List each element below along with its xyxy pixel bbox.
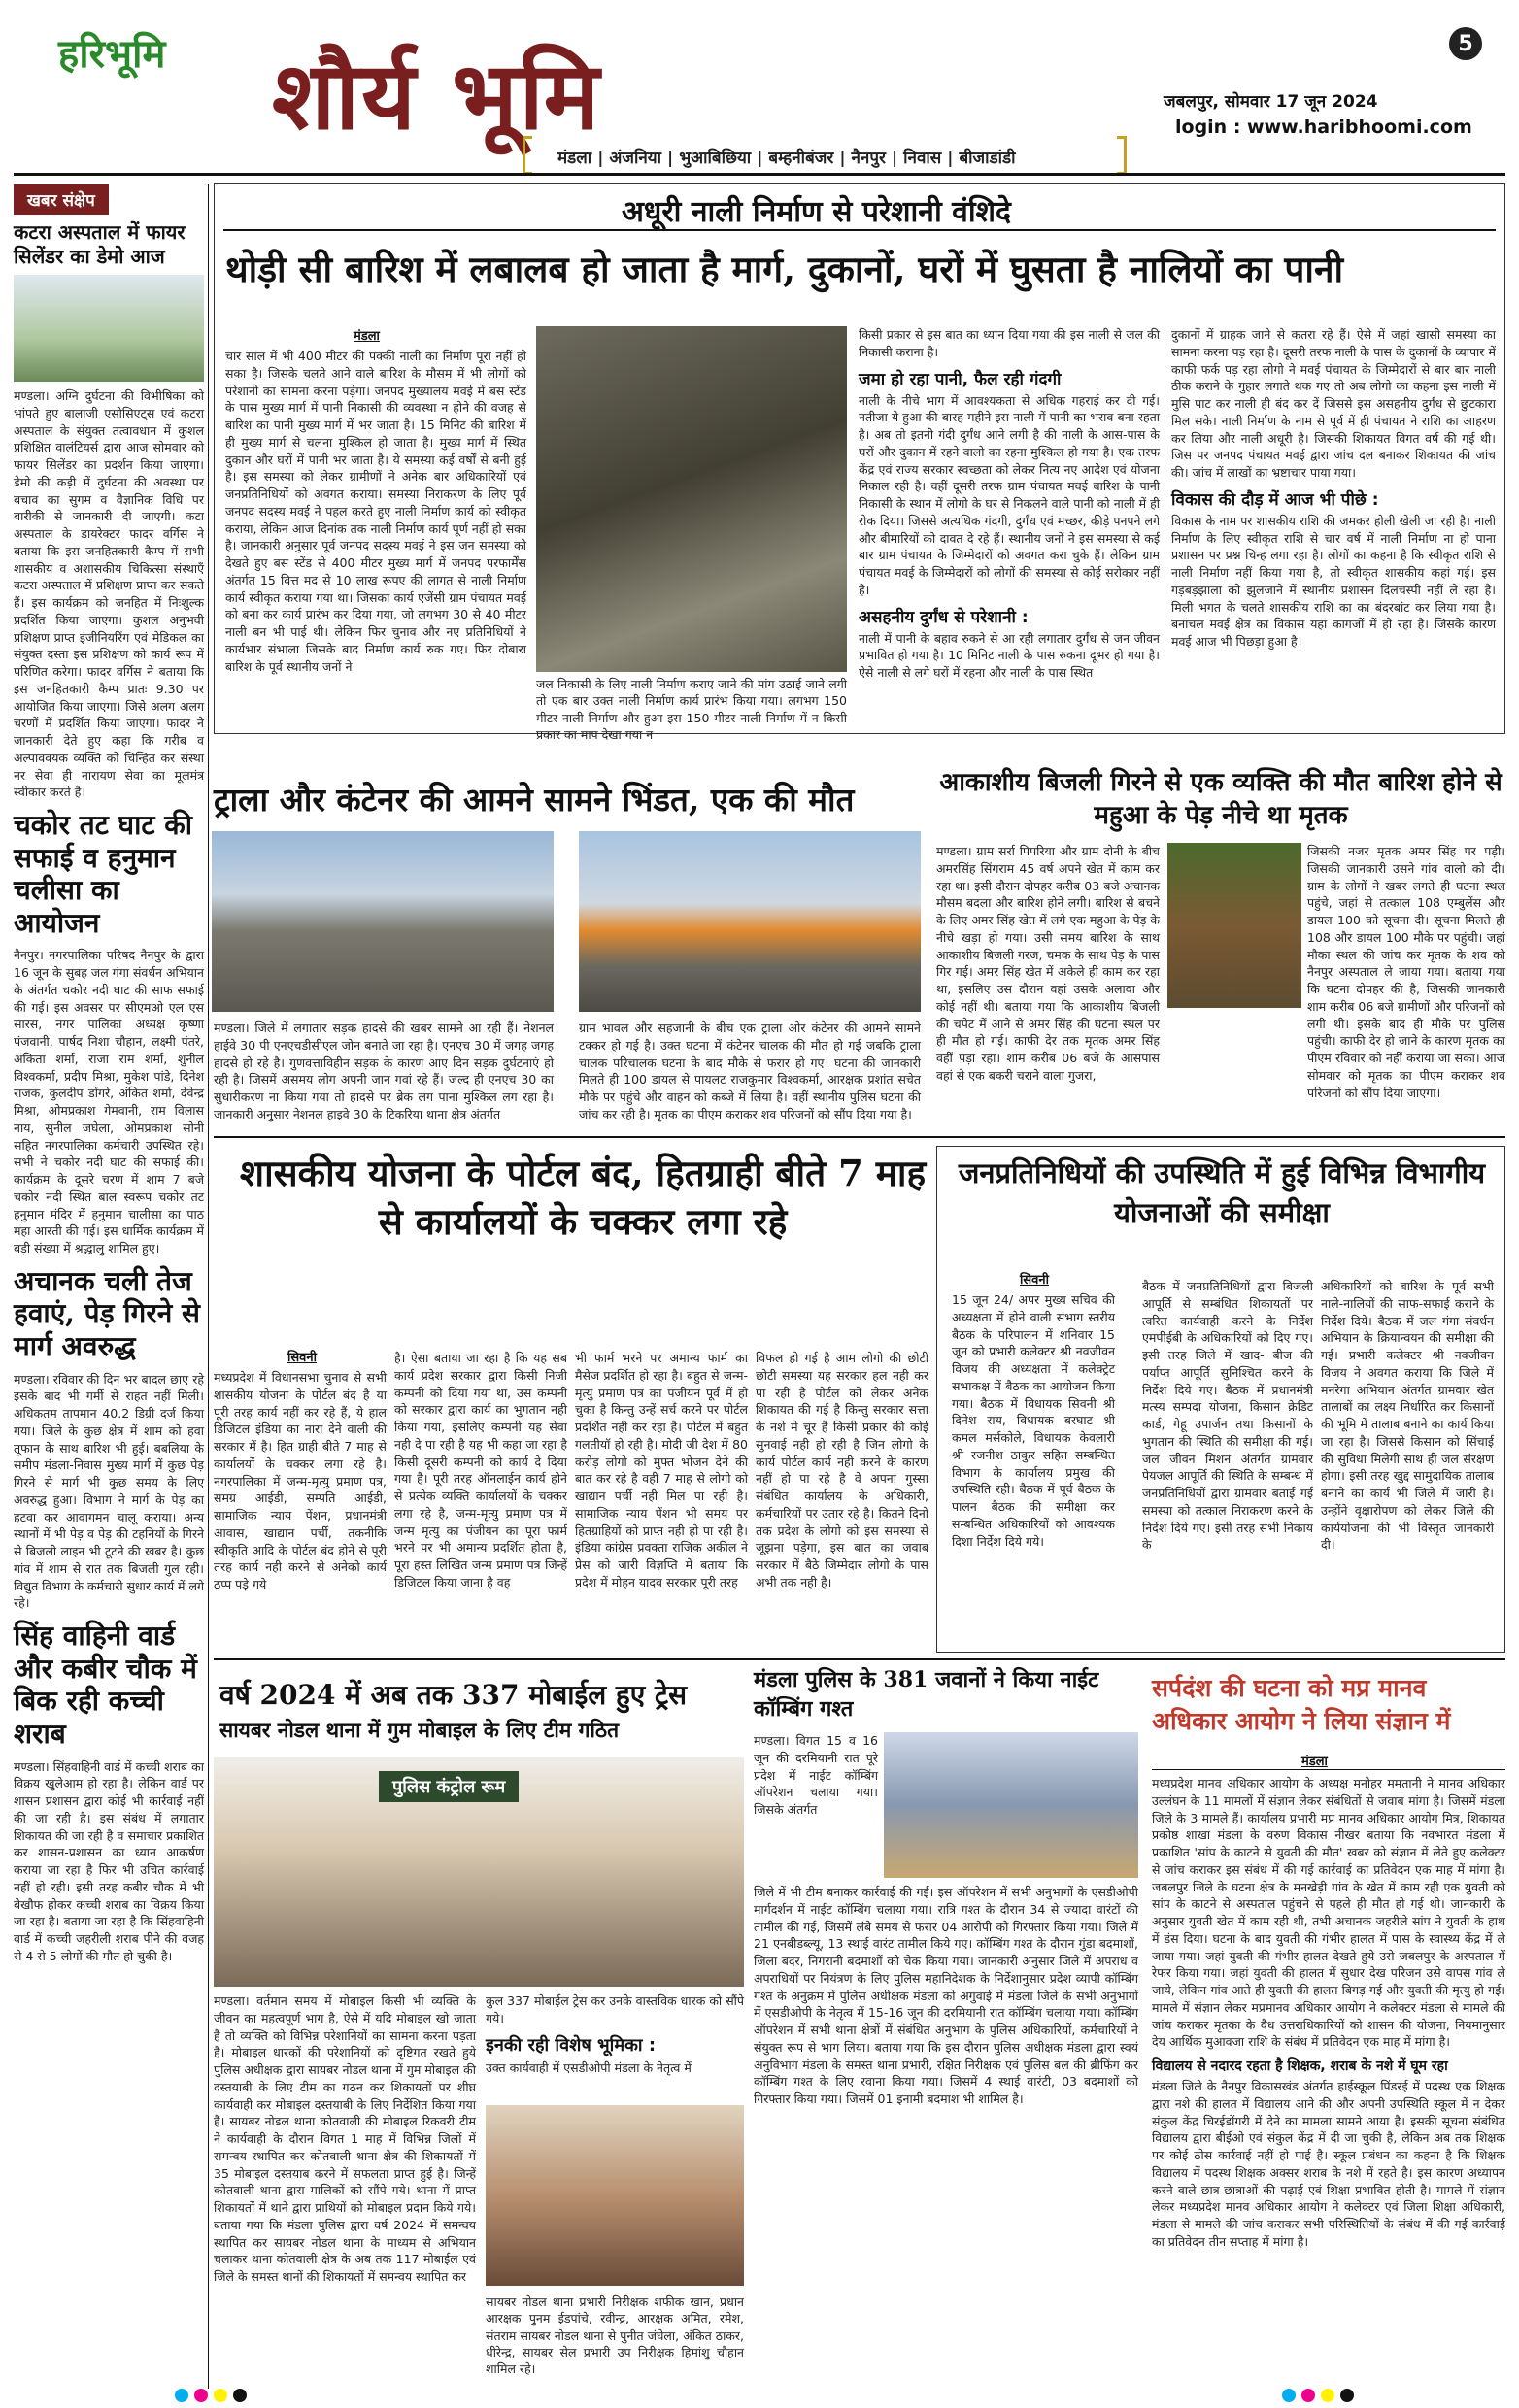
mobile-headline-2: सायबर नोडल थाना में गुम मोबाइल के लिए टीम गठित xyxy=(219,1718,620,1742)
dateline-place: मंडला xyxy=(1301,1755,1328,1769)
mobile-subhead: इनकी रही विशेष भूमिका : xyxy=(486,2034,657,2056)
top-story-col: चार साल में भी 400 मीटर की पक्की नाली का निर्माण पूरा नहीं हो सका है। जिसके चलते आने वाले बारिश के मौसम में भी लोगों को परेशानी का सामना करना पड़ेगा। जनपद मुख्यालय मवई में बस स्टेंड के पास मुख्य मार्ग में पानी निकासी की व्यवस्था न होने की वजह से बारिश का पानी मुख्य मार्ग में भर जाता है। 15 मिनिट की बारिश में ही मुख्य मार्ग से चलना मुश्किल हो जाता है। मुख्य मार्ग में स्थित दुकान और घरों में पानी भर जाता है। ये समस्या कई वर्षों से बनी हुई है। इस समस्या को लेकर ग्रामीणों ने अनेक बार अधिकारियों एवं जनप्रतिनिधियों को अवगत कराया। समस्या निराकरण के लिए पूर्व जनपद सदस्य मवई ने पहल करते हुए नाली निर्माण कार्य को स्वीकृत कराया, लेकिन आज दिनांक तक नाली निर्माण कार्य पूर्ण नहीं हो सका है। जानकारी अनुसार पूर्व जनपद सदस्य मवई ने इस जन समस्या को देखते हुए बस स्टेंड से 400 मीटर मुख्य मार्ग में जनपद परफार्मेंस अंतर्गत 15 वित्त मद से 10 लाख रूपए की लागत से नाली निर्माण कार्य स्वीकृत कराया गया था। जिसका कार्य एजेंसी ग्राम पंचायत मवई को बना कर कार्य प्रारंभ कर दिया गया, जो लगभग 30 से 40 मीटर नाली बन भी पाई थी। लेकिन फिर चुनाव और नए प्रतिनिधियों ने कार्यभार संभाला जिसके बाद निर्माण कार्य रुक गए। फिर दोबारा बारिश के पूर्व स्थानीय जनों ने xyxy=(225,349,526,674)
print-mark-icon xyxy=(175,2389,188,2402)
brief-headline: चकोर तट घाट की सफाई व हनुमान चलीसा का आयोजन xyxy=(14,809,192,939)
mobile-text: कुल 337 मोबाईल ट्रेस कर उनके वास्तविक धारक को सौंपे गये। xyxy=(486,1993,744,2025)
print-mark-icon xyxy=(194,2389,208,2402)
drain-photo-caption: जल निकासी के लिए नाली निर्माण कराए जाने की मांग उठाई जाने लगी तो एक बार उक्त नाली निर्माण कार्य प्रारंभ किया गया। लगभग 150 मीटर नाली निर्माण और हुआ इस 150 मीटर नाली निर्माण में न किसी प्रकार का माप देखा गया न xyxy=(536,677,847,742)
news-brief-column xyxy=(14,184,204,2389)
dateline-place: मंडला xyxy=(354,329,380,344)
hospital-photo xyxy=(14,275,204,382)
truck-headline: ट्राला और कंटेनर की आमने सामने भिंडत, एक की मौत xyxy=(214,781,855,819)
portal-col: भी फार्म भरने पर अमान्य फार्म का मैसेज प्रदर्शित हो रहा है। बहुत से जन्म-मृत्यु प्रमाण पत्र का पंजीयन पूर्व में हो चुका है किन्तु उन्हें सर्च करने पर पोर्टल प्रदर्शित नही कर रहा है। पोर्टल में बहुत गलतीयॉ हो रही है। मोदी जी देश में 80 करोड़ लोगो को मुफ्त भोजन देने की बात कर रहे है वही 7 माह से लोगो को खाद्यान पर्ची नही मिल पा रही है। सामाजिक न्याय पेंशन भी समय पर हितग्राहियों को प्राप्त नही हो पा रही है। इंडिया कांग्रेस प्रवक्ता राजिक अकील ने प्रेस को जारी विज्ञप्ति में बताया कि प्रदेश में मोहन यादव सरकार पूरी तरह xyxy=(575,1351,748,1589)
print-mark-icon xyxy=(214,2389,227,2402)
police-col: जिले में भी टीम बनाकर कार्रवाई की गई। इस ऑपरेशन में सभी अनुभागों के एसडीओपी मार्गदर्शन में नाईट कॉम्बिंग चलाया गया। रात्रि गश्त के दौरान 34 से ज्यादा वारंटों की तामील की गई, जिसमें लंबे समय से फरार 04 आरोपी को गिरफ्तार किया गया। जिले में 21 एनबीडब्ल्यू, 13 स्थाई वारंट तामील किये गए। कॉम्बिंग गश्त के दौरान गुंडा बदमाशों, जिला बदर, निगरानी बदमाशों को चेक किया गया। जानकारी अनुसार जिले में अपराध व अपराधियों पर नियंत्रण के लिए पुलिस महानिदेशक के निर्देशानुसार प्रदेश व्यापी कॉम्बिंग गश्त के अनुक्रम में पुलिस अधीक्षक मंडला को अगुवाई में मंडला जिले के सभी अनुभागों में एसडीओपी के नेतृत्व में 15-16 जून की दरमियानी रात कॉम्बिंग चलाया गया। कॉम्बिंग ऑपरेशन में सभी थाना क्षेत्रों में संबंधित अनुभाग के पुलिस अधिकारियों, कर्मचारियों ने संयुक्त रूप से भाग लिया। बताया गया कि इस दौरान पुलिस अधीक्षक मंडला द्वारा स्वयं अनुविभाग मंडला के समस्त थाना प्रभारी, रक्षित निरीक्षक एवं पुलिस बल की ब्रीफिंग कर कॉम्बिंग गश्त के लिए रवाना किया गया। जिसमें 4 स्थाई वारंटी, 03 बदमाशों को गिरफ्तार किया गया। जिसमें 01 इनामी बदमाश भी शामिल है। xyxy=(754,1885,1138,2106)
section-title: शौर्य भूमि xyxy=(272,41,602,150)
section-rule xyxy=(214,1658,1505,1660)
lightning-headline: आकाशीय बिजली गिरने से एक व्यक्ति की मौत बारिश होने से महुआ के पेड़ नीचे था मृतक xyxy=(939,768,1502,830)
brief-headline: कटरा अस्पताल में फायर सिलेंडर का डेमो आज xyxy=(14,220,186,268)
district-item[interactable]: अंजनिया xyxy=(609,149,662,168)
dateline: जबलपुर, सोमवार 17 जून 2024 xyxy=(1164,92,1378,112)
crash-photo-1 xyxy=(212,831,554,1012)
brief-body: नैनपुर। नगरपालिका परिषद नैनपुर के द्वारा 16 जून के सुबह जल गंगा संवर्धन अभियान के अंतर्गत चकोर नदी घाट की साफ सफाई की गई। इस अवसर पर सीएमओ एल एस सारस, नगर पालिका अध्यक्ष कृष्णा पंजवानी, पार्षद निशा चौहान, लक्ष्मी पंतरे, अंकिता शर्मा, राजा राम शर्मा, शुनील विश्वकर्मा, प्रदीप मिश्रा, मुकेश पांडे, दिनेश राजक, कुलदीप डोंगरे, अंकित शर्मा, देवेन्द्र मिश्रा, ओमप्रकाश गेमवानी, राम विलास नाय, सुनील जघेला, ओमप्रकाश सोनी सहित नगरपालिका कर्मचारी उपस्थित रहे। सभी ने चकोर नदी घाट की सफाई की। कार्यक्रम के दूसरे चरण में शाम 7 बजे चकोर नदी स्थित बाल स्वरूप चकोर तट हनुमान मंदिर में हनुमान चालीसा का पाठ महा आरती की गई। इस धार्मिक कार्यक्रम में बड़ी संख्या में श्रद्धालु शामिल हुए। xyxy=(14,948,204,1256)
rights-col xyxy=(1152,1775,1505,2383)
portal-col: है। ऐसा बताया जा रहा है कि यह सब कार्य प्रदेश सरकार द्वारा किसी निजी कम्पनी को दिया गया था, उस कम्पनी को सरकार द्वारा कार्य का भुगतान नही किया गया, इसलिए कम्पनी यह सेवा नही दे पा रही है यह भी कहा जा रहा है किसी दूसरी कम्पनी को कार्य दे दिया गया है। पूरी तरह ऑनलाईन कार्य होने से प्रत्येक व्यक्ति कार्यालयों के चक्कर लगा रहे है, जन्म-मृत्यु प्रमाण पत्र में जन्म मृत्यु का पंजीयन का पूरा फार्म भरने पर भी अमान्य प्रदर्शित होता है, पूरा हस्त लिखित जन्म प्रमाण पत्र जिन्हें डिजिटल किया जाना है वह xyxy=(394,1351,567,1589)
top-story-text: नाली के नीचे भाग में आवश्यकता से अधिक गहराई कर दी गई। नतीजा ये हुआ की बारह महीने इस नाली में पानी का भराव बना रहता है। अब तो इतनी गंदी दुर्गंध आने लगी है की नाली के आस-पास के घरों और दुकान में रहने वालो का रहना मुश्किल हो गया है। एक तरफ केंद्र एवं राज्य सरकार स्वच्छता को लेकर नित्य नए आदेश एवं योजना निकाल रही है। वहीं दूसरी तरफ ग्राम पंचायत मवई बारिश के पानी निकासी के स्थान में लोगो के घर से निकलने वाले पानी को नाली में ही रोक दिया। जिससे अत्यधिक गंदगी, दुर्गंध एवं मच्छर, कीड़े पनपने लगे और बीमारियों को दावत दे रहे हैं। स्थानीय जनों ने इस समस्या से कई बार ग्राम पंचायत के जिम्मेदारों को अवगत करा चुके हैं। लेकिन ग्राम पंचायत मवई के जिम्मेदारों को लोगों की समस्या से कोई सरोकार नहीं है। xyxy=(859,392,1160,597)
rights-text: मध्यप्रदेश मानव अधिकार आयोग के अध्यक्ष मनोहर ममतानी ने मानव अधिकार उल्लंघन के 11 मामलों में संज्ञान लेकर संबंधितों से जवाब मांगा है। जिसमें मंडला जिले के 3 मामले हैं। कार्यालय प्रभारी मप्र मानव अधिकार आयोग मित्र, शिकायत प्रकोष्ठ शाखा मंडला के वरुण विकास नीखर बताया कि नवभारत मंडला में प्रकाशित 'सांप के काटने से युवती की मौत' खबर को संज्ञान में लेते हुए कलेक्टर से जांच कराकर इस संबंध में की गई कार्रवाई का प्रतिवेदन एक माह में मांगा है। जबलपुर जिले के घटना क्षेत्र के मनखेड़ी गांव के खेत में काम रही एक युवती को सांप के काटने से अस्पताल पहुंचने से पहले ही मौत हो गई थी। जानकारी के अनुसार युवती खेत में काम रही थी, तभी अचानक जहरीले सांप ने युवती के हाथ में डंस दिया। घटना के बाद युवती की गंभीर हालत में पास के स्वास्थ्य केंद्र में ले जाया गया। जहां युवती की गंभीर हालत देखते हुये उसे जबलपुर के अस्पताल में रेफर किया गया। जहां युवती की हालत में सुधार देख परिजन उसे वापस गांव ले जाये, लेकिन गांव आते ही युवती की हालत बिगड़ गई और युवती की मृत्यु हो गई। मामले में संज्ञान लेकर मप्रमानव अधिकार आयोग ने कलेक्टर मंडला से मामले की जांच कराकर मृतका के वैध उत्तराधिकारियों को शासन की योजना, नियमानुसार देय आर्थिक मुआवजा राशि के संबंध में प्रतिवेदन एक माह में मांगा है। xyxy=(1152,1776,1505,2050)
portal-col: विफल हो गई है आम लोगो की छोटी छोटी समस्या यह सरकार हल नही कर पा रही है पोर्टल को लेकर अनेक शिकायत की गई है किन्तु सरकार सत्ता के नशे मे चूर है किसी प्रकार की कोई सुनवाई नही हो रही है जिन लोगो के कार्य पोर्टल कार्य नही करने के कारण नहीं हो पा रहे है वे अपना गुस्सा संबंधित कार्यालय के अधिकारी, कर्मचारियों पर उतार रहे है। कितने दिनो तक प्रदेश के लोगो को इस समस्या से जूझना पड़ेगा, इस बात का जवाब सरकार में बैठे जिम्मेदार लोगो के पास अभी तक नही है। xyxy=(756,1351,928,1589)
review-col: अधिकारियों को बारिश के पूर्व सभी नाले-नालियों की साफ-सफाई कराने के निर्देश दिये। बैठक में जल गंगा संवर्धन अभियान के क्रियान्वयन की समीक्षा की गई। प्रभारी कलेक्टर श्री नवजीवन विजय ने अवगत कराया कि जिले में मनरेगा अभियान अंतर्गत ग्रामवार खेत तालाबों का लक्ष्य निर्धारित कर किसानों की भूमि में तालाब बनाने का कार्य किया जा रहा है। जिससे किसान को सिंचाई की सुविधा मिलेगी साथ ही जल संरक्षण होगा। इसी तरह खुद्द सामुदायिक तालाब बनाने का कार्य भी जिले में जारी है। उन्होंने वृक्षारोपण को लेकर जिले की कार्ययोजना की भी विस्तृत जानकारी दी। xyxy=(1321,1279,1494,1553)
dateline-place: सिवनी xyxy=(1020,1273,1049,1288)
dateline-place: सिवनी xyxy=(287,1351,317,1365)
lightning-photo xyxy=(1167,843,1301,1008)
brand-logo: हरिभूमि xyxy=(58,31,166,77)
mobile-team-photo xyxy=(214,1757,744,1987)
review-col: 15 जून 24/ अपर मुख्य सचिव की अध्यक्षता में होने वाली संभाग स्तरीय बैठक के परिपालन में शनिवार 15 जून को प्रभारी कलेक्टर श्री नवजीवन विजय की अध्यक्षता में कलेक्ट्रेट सभाकक्ष में बैठक का आयोजन किया गया। बैठक में विधायक सिवनी श्री दिनेश राय, विधायक बरघाट श्री कमल मर्सकोले, विधायक केवलारी श्री रजनीश ठाकुर सहित सम्बन्धित विभाग के कार्यालय प्रमुख की उपस्थिति रही। बैठक में पूर्व बैठक के पालन बैठक की समीक्षा कर सम्बन्धित अधिकारियों को आवश्यक दिशा निर्देश दिये गये। xyxy=(952,1292,1115,1549)
police-col: मण्डला। विगत 15 व 16 जून की दरमियानी रात पूरे प्रदेश में नाईट कॉम्बिंग ऑपरेशन चलाया गया। जिसके अंतर्गत xyxy=(754,1733,878,1817)
rights-rule xyxy=(1152,1769,1505,1770)
rights-headline: सर्पदंश की घटना को मप्र मानव अधिकार आयोग ने लिया संज्ञान में xyxy=(1152,1674,1451,1735)
crash-photo-2 xyxy=(579,831,921,1012)
masthead-rule xyxy=(14,173,1505,176)
lightning-col: जिसकी नजर मृतक अमर सिंह पर पड़ी। जिसकी जानकारी उसने गांव वालो को दी। ग्राम के लोगों ने खबर लगते ही घटना स्थल पहुंचे, जहां से तत्काल 108 एम्बुलेंस और डायल 100 को सूचना दी। सूचना मिलते ही 108 और डायल 100 मौके पर पहुंची। जहां मौका स्थल की जांच कर मृतक के शव को नैनपुर अस्पताल ले जाया गया। बताया गया कि घटना दोपहर की है, जिसकी जानकारी शाम करीब 06 बजे ग्रामीणों और परिजनों को लगी थी। इसके बाद ही मौके पर पुलिस पहुंची। काफी देर हो जाने के कारण मृतक का पीएम रविवार को नहीं कराया जा सका। आज सोमवार को मृतक का पीएम कराकर शव परिजनों को सौंप दिया जाएगा। xyxy=(1307,844,1505,1100)
district-item[interactable]: बीजाडांडी xyxy=(959,149,1016,168)
portal-col: मध्यप्रदेश में विधानसभा चुनाव से सभी शासकीय योजना के पोर्टल बंद है या पूरी तरह कार्य नहीं कर रहे हैं, ये हाल डिजिटल इंडिया का नारा देने वाली की सरकार में है। हित ग्राही बीते 7 माह से कार्यालयों के चक्कर लगा रहे है। नगरपालिका में जन्म-मृत्यु प्रमाण पत्र, समग्र आईडी, सम्पति आईडी, सामाजिक न्याय पेंशन, प्रधानमंत्री आवास, खाद्यान पर्ची, तकनीकि स्वीकृति आदि के पोर्टल बंद होने से पूरी तरह कार्य नही करने से अनेको कार्य ठप्प पड़े गये xyxy=(214,1370,387,1591)
brief-headline: सिंह वाहिनी वार्ड और कबीर चौक में बिक रही कच्ची शराब xyxy=(14,1620,197,1750)
truck-col: ग्राम भावल और सहजानी के बीच एक ट्राला ओर कंटेनर की आमने सामने टक्कर हो गई है। उक्त घटना में कंटेनर चालक की मौत हो गई जबकि ट्राला चालक परिचालक घटना के बाद मौके से फरार हो गए। घटना की जानकारी मिलते ही 100 डायल से पायलट राजकुमार विश्वकर्मा, आरक्षक प्रशांत सचेत मौके पर पहुंचे और वाहन को कब्जे में लिया है। वहीं स्थानीय पुलिस घटना की जांच कर रही है। मृतक का पीएम कराकर शव परिजनों को सौंप दिया गया है। xyxy=(579,1020,921,1121)
mobile-headline-1: वर्ष 2024 में अब तक 337 मोबाईल हुए ट्रेस xyxy=(219,1679,688,1711)
district-item[interactable]: बम्हनीबंजर xyxy=(768,149,834,168)
rights-text: मंडला जिले के नैनपुर विकासखंड अंतर्गत हाईस्कूल पिंडरई में पदस्थ एक शिक्षक द्वारा नशे की हालत में विद्यालय आने की और अपनी उपस्थिति स्कूल में न देकर संकुल केंद्र चिरईडोंगरी में देने का मामला सामने आया है। इसकी सूचना संबंधित विद्यालय द्वारा बीईओ एवं संकुल केंद्र में दी जा चुकी है, लेकिन अब तक शिक्षक पर कोई ठोस कार्रवाई नहीं हो पाई है। स्कूल प्रबंधन का कहना है कि शिक्षक विद्यालय में पदस्थ शिक्षक अक्सर शराब के नशे में रहते है। इस कारण अध्यापन करने वाले छात्र-छात्राओं की पढ़ाई एवं शिक्षा प्रभावित होती है। मामले में संज्ञान लेकर मध्यप्रदेश मानव अधिकार आयोग ने कलेक्टर एवं जिला शिक्षा अधिकारी, मंडला से मामले की जांच कराकर सभी परिस्थितियों के संबंध में की गई कार्रवाई का प्रतिवेदन तीन सप्ताह में मांगा है। xyxy=(1152,2079,1505,2249)
section-rule xyxy=(214,1136,1505,1138)
strip-bracket-right xyxy=(1117,136,1127,175)
mobile-photo-caption: सायबर नोडल थाना प्रभारी निरीक्षक शफीक खान, प्रधान आरक्षक पुनम ईडपांचे, रवीन्द्र, आरक्षक अमित, रमेश, संतराम सायबर नोडल थाना से पुनीत जंघेला, अंकित ठाकर, धीरेन्द्र, सायबर सेल प्रभारी उप निरीक्षक हिमांशु चौहान शामिल रहे। xyxy=(486,2294,744,2376)
strip-bracket-left xyxy=(523,136,532,175)
top-story-text: किसी प्रकार से इस बात का ध्यान दिया गया की इस नाली से जल की निकासी कराना है। xyxy=(859,327,1160,359)
top-story-subhead: जमा हो रहा पानी, फैल रही गंदगी xyxy=(859,369,1062,389)
portal-headline: शासकीय योजना के पोर्टल बंद, हितग्राही बीते 7 माह से कार्यालयों के चक्कर लगा रहे xyxy=(239,1152,927,1243)
brief-body: मण्डला। रविवार की दिन भर बादल छाए रहे इसके बाद भी गर्मी से राहत नहीं मिली। अधिकतम तापमान 40.2 डिग्री दर्ज किया गया। जिले के कुछ क्षेत्र में शाम को हवा तूफान के साथ बारिश भी हुई। बबलिया के समीप मंडला-निवास मुख्य मार्ग में कुछ पेड़ गिरने से मार्ग भी कुछ समय के लिए अवरुद्ध हुआ। विभाग ने मार्ग के पेड़ का हटवा कर आवागमन चालू कराया। अन्य स्थानों में भी पेड़ व पेड़ की टहनियों के गिरने से बिजली लाइन भी टूटने की खबर है। कुछ गांव में शाम से रात तक बिजली गुल रही। विद्युत विभाग के कर्मचारी सुधार कार्य में लगे रहे। xyxy=(14,1371,205,1611)
mobile-col-2 xyxy=(486,1992,744,2076)
column-divider xyxy=(208,184,209,2389)
review-headline: जनप्रतिनिधियों की उपस्थिति में हुई विभिन्न विभागीय योजनाओं की समीक्षा xyxy=(958,1156,1486,1229)
district-strip: मंडला | अंजनिया | भुआबिछिया | बम्हनीबंजर | नैनपुर | निवास | बीजाडांडी xyxy=(557,149,1016,168)
drain-photo xyxy=(536,326,847,672)
top-story-kicker: अधूरी नाली निर्माण से परेशानी वंशिदे xyxy=(622,195,1011,229)
top-story-text: विकास के नाम पर शासकीय राशि की जमकर होली खेली जा रही है। नाली निर्माण के लिए स्वीकृत राशि से चार वर्ष में नाली निर्माण ना हो पाना प्रशासन पर प्रश्न चिन्ह लगा रहा है। लोगों का कहना है कि स्वीकृत राशि से नाली निर्माण नहीं किया गया है, तो स्वीकृत शासकीय कहां गई। इस गड़बड़झाला को झुलजाने में स्थानीय प्रशासन दिलचस्पी नहीं ले रहा है। मिली भगत के चलते शासकीय राशि का का बंदरबांट कर लिया गया है। बनांचल मवई क्षेत्र का विकास यहां कागजों में हो रहा है। जिसके कारण मवई आज भी पिछड़ा हुआ है। xyxy=(1171,513,1496,649)
top-story-subhead: विकास की दौड़ में आज भी पीछे : xyxy=(1171,489,1379,510)
review-col: बैठक में जनप्रतिनिधियों द्वारा बिजली आपूर्ति से सम्बंधित शिकायतों पर त्वरित कार्यवाही करने के निर्देश एमपीईबी के अधिकारियों को दिए गए। इसी तरह जिले में खाद- बीज की पर्याप्त आपूर्ति सुनिश्चित करने के निर्देश दिये गए। बैठक में प्रधानमंत्री मत्स्य सम्पदा योजना, किसान क्रेडिट कार्ड, गेहू उपार्जन तथा किसानों के भुगतान की स्थिति की समीक्षा की गई। जल जीवन मिशन अंतर्गत ग्रामवार पेयजल आपूर्ति की स्थिति के सम्बन्ध में जनप्रतिनिधियों द्वारा ग्रामवार बताई गई समस्या को तत्काल निराकरण करने के निर्देश दिये गए। इसी तरह सभी निकाय के xyxy=(1142,1279,1313,1553)
print-mark-icon xyxy=(1301,2389,1315,2402)
login-link[interactable]: login : www.haribhoomi.com xyxy=(1175,117,1472,138)
top-story-text: दुकानों में ग्राहक जाने से कतरा रहे हैं। ऐसे में जहां खासी समस्या का सामना करना पड़ रहा है। दूसरी तरफ नाली के पास के दुकानों के व्यापार में काफी फर्क पड़ रहा लोगो ने मवई पंचायत के जिम्मेदारों से बार बार नाली ठीक कराने के गुहार लगाते थक गए तो अब लोगो का कहना इस नाली में मुसि पाट कर नाली ही बंद कर दें जिससे इस असहनीय दुर्गंध से छुटकारा मिल सके। नाली निर्माण के नाम से पूर्व में ही पंचायत ने राशि का आहरण कर लिया और नाली अधूरी है। जिसकी शिकायत विगत वर्ष की गई थी। जिस पर जनपद पंचायत मवई द्वारा जांच दल बनाकर शिकायत की जांच की। जांच में लाखों का भ्रष्टाचार पाया गया। xyxy=(1171,327,1496,480)
mobile-handover-photo xyxy=(486,2105,744,2286)
top-story-text: नाली में पानी के बहाव रुकने से आ रही लगातार दुर्गंध से जन जीवन प्रभावित हो गया है। 10 मिनिट नाली के पास रुकना दूभर हो गया है। ऐसे नाली से लगे घरों में रहना और नाली के पास स्थित xyxy=(859,630,1160,680)
top-story-headline: थोड़ी सी बारिश में लबालब हो जाता है मार्ग, दुकानों, घरों में घुसता है नालियों का पानी xyxy=(225,248,1344,290)
district-item[interactable]: नैनपुर xyxy=(851,149,886,168)
brief-headline: अचानक चली तेज हवाएं, पेड़ गिरने से मार्ग अवरुद्ध xyxy=(14,1264,200,1363)
police-headline: मंडला पुलिस के 381 जवानों ने किया नाईट कॉम्बिंग गश्त xyxy=(754,1667,1099,1722)
kicker-rule xyxy=(223,229,1496,231)
top-story-col-3 xyxy=(859,326,1160,728)
print-mark-icon xyxy=(1282,2389,1296,2402)
lightning-col: मण्डला। ग्राम सर्रा पिपरिया और ग्राम दोनी के बीच अमरसिंह सिंगराम 45 वर्ष अपने खेत में काम कर रहा था। इसी दौरान दोपहर करीब 03 बजे अचानक मौसम बदला और बारिश होने लगी। बारिश से बचने के लिए अमर सिंह खेत में लगे एक महुआ के पेड़ के नीचे खड़ा हो गया। उसी समय बारिश के साथ आकाशीय बिजली गरज, चमक के साथ पेड़ के पास गिर गई। अमर सिंह खेत में अकेले ही काम कर रहा था, इसलिए उस दौरान वहां उसके अलावा और कोई नहीं थी। बताया गया कि आकाशीय बिजली की चपेट में आने से अमर सिंह की घटना स्थल पर ही मौत हो गई। काफी देर तक मृतक अमर सिंह वहीं पड़ा रहा। शाम करीब 06 बजे के आसपास वहां से एक बकरी चराने वाला गुजरा, xyxy=(936,844,1160,1083)
top-story-col-4 xyxy=(1171,326,1496,728)
brief-body: मण्डला। सिंहवाहिनी वार्ड में कच्ची शराब का विक्रय खुलेआम हो रहा है। लेकिन वार्ड पर शासन प्रशासन द्वारा कोई भी कार्रवाई नहीं की जा रही है। इस संबंध में लगातार शिकायत की जा रही है व समाचार प्रकाशित कर शासन-प्रशासन का ध्यान आकर्षण कराया जा रहा है फिर भी उचित कार्रवाई नहीं हो रही। इसी तरह कबीर चौक में भी बेखौफ होकर कच्ची शराब का विक्रय किया जा रहा है। बताया जा रहा है कि सिंहवाहिनी वार्ड में कच्ची जहरीली शराब पीने की वजह से 4 से 5 लोगों की मौत हो चुकी है। xyxy=(14,1758,204,1963)
print-mark-icon xyxy=(1321,2389,1334,2402)
police-photo xyxy=(884,1732,1138,1878)
print-mark-icon xyxy=(1340,2389,1354,2402)
truck-col: मण्डला। जिले में लगातार सड़क हादसे की खबर सामने आ रही हैं। नेशनल हाईवे 30 पी एनएचडीसीएल जोन बनाते जा रहा है। एनएच 30 में जगह जगह हादसे हो रहे है। गुणवत्ताविहीन सड़क के कारण आए दिन सड़क दुर्घटनाएं हो रही है। जिसमें असमय लोग अपनी जान गवां रहे हैं। जल्द ही एनएच 30 का सुधारीकरण ना किया गया तो हादसे पर ब्रेक लग पाना मुश्किल लग रहा है। जानकारी अनुसार नेशनल हाइवे 30 के टिकरिया थाना क्षेत्र अंतर्गत xyxy=(214,1020,554,1121)
district-item[interactable]: मंडला xyxy=(557,149,592,168)
brief-body: मण्डला। अग्नि दुर्घटना की विभीषिका को भांपते हुए बालाजी एसोसिएट्स एवं कटरा अस्पताल के संयुक्त तत्वावधान में कुशल प्रशिक्षित वालंटियर्स द्वारा आज सोमवार को फायर सिलेंडर का प्रदर्शन किया जाएगा। डेमो की कड़ी में दुर्घटना की अवस्था पर बचाव का सुगम व वैज्ञानिक विधि पर बारीकी से जानकारी दी जाएगी। कटा अस्पताल के डायरेक्टर फादर वर्गिस ने बताया कि इस जनहितकारी कैम्प में सभी शासकीय व अशासकीय चिकित्सा संस्थाएँ कटरा अस्पताल में प्रशिक्षण प्राप्त कर सकते हैं। इस कार्यक्रम को जनहित में निःशुल्क प्रदर्शित किया जाएगा। कुशल अनुभवी प्रशिक्षण प्राप्त इंजीनियरिंग एवं मेडिकल का संयुक्त दस्ता इस प्रशिक्षण को कार्य रूप में परिणित करेगा। फादर वर्गिस ने बताया कि इस जनहितकारी कैम्प प्रातः 9.30 पर आयोजित किया जाएगा। जिसे अलग अलग चरणों में प्रदर्शित किया जाएगा। फादर ने जानकारी देते हुए कहा कि गरीब व अल्पाववयक व्यक्ति को चिन्हित कर संस्था नर सेवा ही नारायण सेवा का मूलमंत्र स्वीकार करते है। xyxy=(14,388,204,800)
control-room-banner: पुलिस कंट्रोल रूम xyxy=(379,1771,519,1802)
mobile-text: उक्त कार्यवाही में एसडीओपी मंडला के नेतृत्व में xyxy=(486,2059,692,2075)
news-brief-tag: खबर संक्षेप xyxy=(14,184,109,215)
mobile-col: मण्डला। वर्तमान समय में मोबाइल किसी भी व्यक्ति के जीवन का महत्वपूर्ण भाग है, ऐसे में यदि मोबाइल खो जाता है तो व्यक्ति को विभिन्न परेशानियों का सामना करना पड़ता है। मोबाइल धारकों की परेशानियों को दृष्टिगत रखते हुये पुलिस अधीक्षक द्वारा सायबर नोडल थाना में गुम मोबाइल की दस्तयाबी के लिए टीम का गठन कर शिकायतों पर शीघ्र कार्यवाही कर मोबाइल दस्तयाबी के लिए निर्देशित किया गया है। सायबर नोडल थाना कोतवाली की मोबाइल रिकवरी टीम ने कार्यवाही के दौरान विगत 1 माह में विभिन्न जिलों में समन्वय स्थापित कर कोतवाली थाना क्षेत्र की शिकायतों में 35 मोबाइल दस्तयाब करने में सफलता प्राप्त हुई है। जिन्हें कोतवाली थाना द्वारा मालिकों को सौंपे गये। थाना में प्राप्त शिकायतों में थाने द्वारा प्राथियों को मोबाइल प्रदान किये गये। बताया गया कि मंडला पुलिस द्वारा वर्ष 2024 में समन्वय स्थापित कर सायबर नोडल थाना के माध्यम से अभियान चलाकर थाना कोतवाली क्षेत्र के अब तक 117 मोबाईल एवं जिले के समस्त थानों की शिकायतों में समन्वय स्थापित कर xyxy=(214,1993,476,2284)
print-mark-icon xyxy=(233,2389,247,2402)
page-number: 5 xyxy=(1449,27,1482,60)
rights-subhead: विद्यालय से नदारद रहता है शिक्षक, शराब के नशे में घूम रहा xyxy=(1152,2058,1448,2074)
district-item[interactable]: निवास xyxy=(903,149,942,168)
top-story-subhead: असहनीय दुर्गंध से परेशानी : xyxy=(859,607,1029,627)
district-item[interactable]: भुआबिछिया xyxy=(679,149,752,168)
